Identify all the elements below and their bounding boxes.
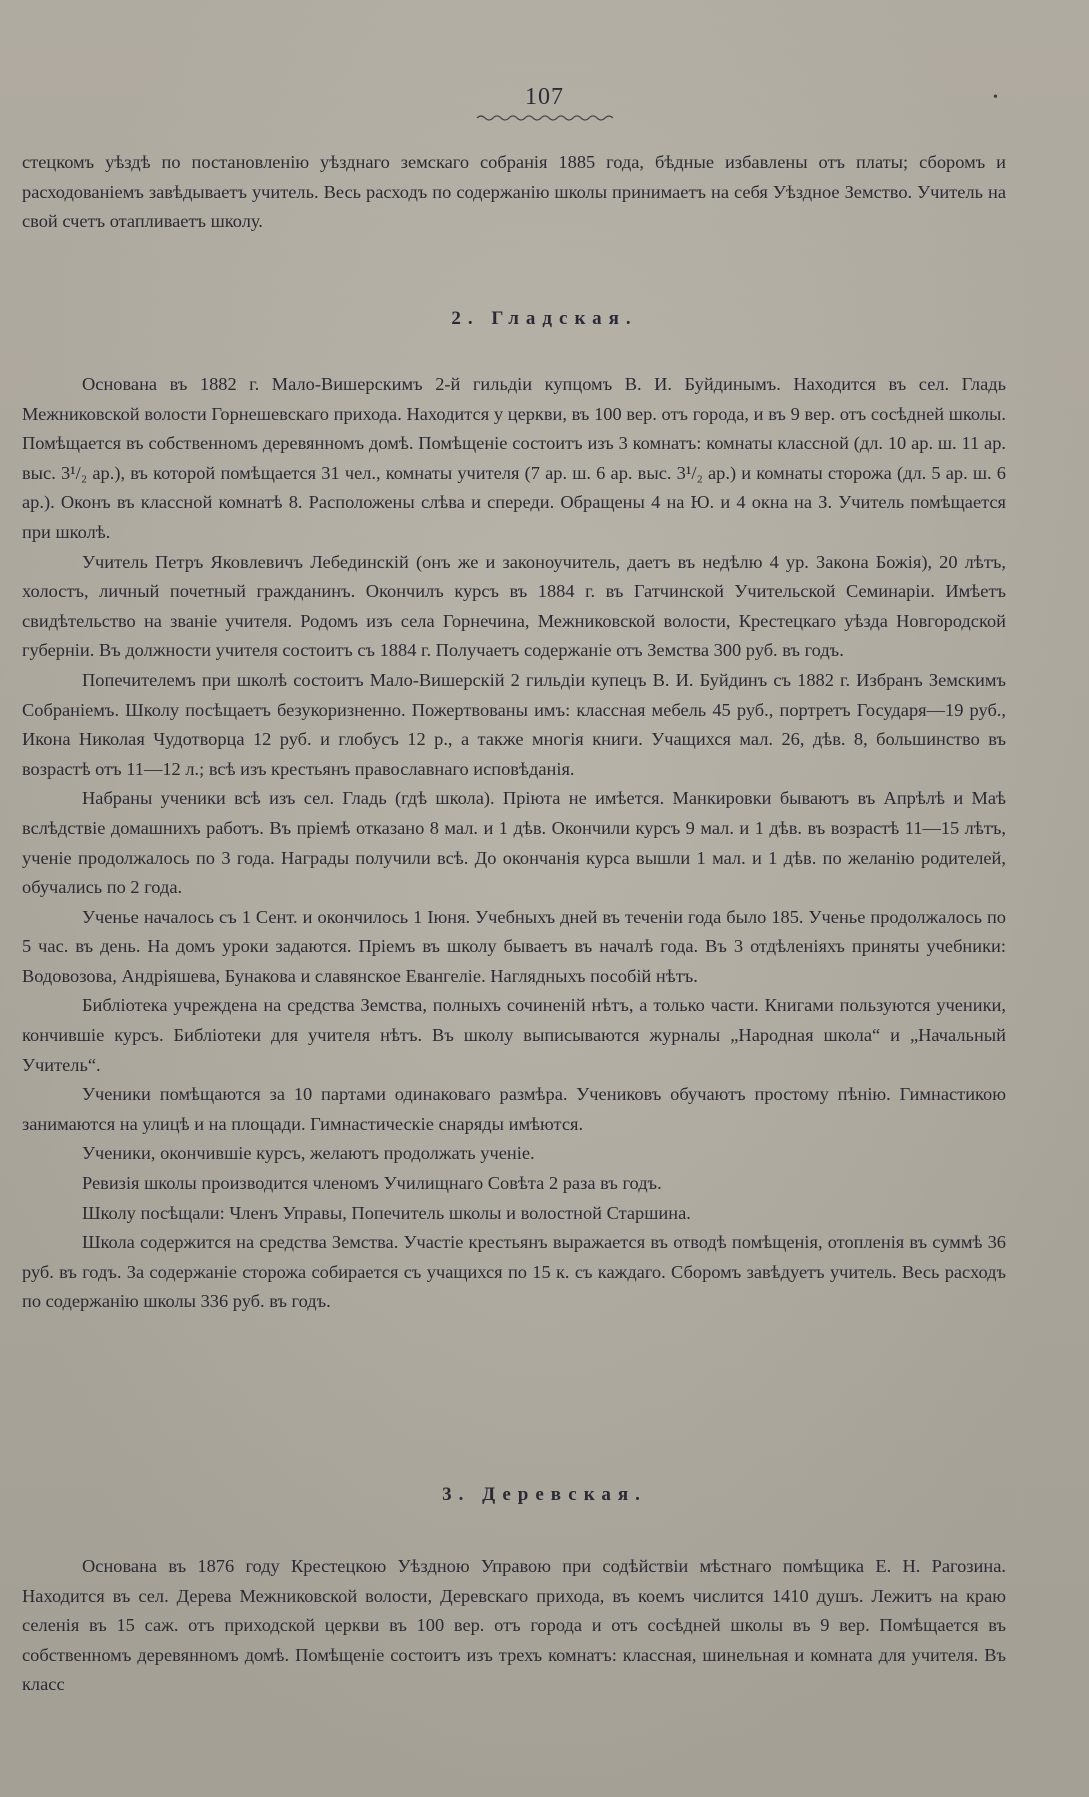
- section-heading-gladskaya: 2. Гладская.: [451, 308, 638, 329]
- section-heading-derevskaya: 3. Деревская.: [442, 1484, 647, 1505]
- section-body-gladskaya: [22, 370, 1006, 1317]
- paragraph: Попечителемъ при школѣ состоитъ Мало-Вишерскій 2 гильдіи купецъ В. И. Буйдинъ съ 1882 г. Избранъ Земскимъ Собраніемъ. Школу посѣщаетъ безукоризненно. Пожертвованы имъ: классная мебель 45 руб., портретъ Государя—19 руб., Икона Николая Чудотворца 12 руб. и глобусъ 12 р., а также многія книги. Учащихся мал. 26, дѣв. 8, большинство въ возрастѣ отъ 11—12 л.; всѣ изъ крестьянъ православнаго исповѣданія.: [22, 669, 1006, 779]
- print-speck: •: [993, 90, 998, 105]
- paragraph: Ревизія школы производится членомъ Училищнаго Совѣта 2 раза въ годъ.: [82, 1173, 662, 1194]
- continuation-text: [22, 148, 1006, 237]
- paragraph: Основана въ 1882 г. Мало-Вишерскимъ 2-й гильдіи купцомъ В. И. Буйдинымъ. Находится въ сел. Гладь Межниковской волости Горнешевскаго прихода. Находится у церкви, въ 100 вер. отъ города, и въ 9 вер. отъ сосѣдней школы. Помѣщается въ собственномъ деревянномъ домѣ. Помѣщеніе состоитъ изъ 3 комнатъ: комнаты классной (дл. 10 ар. ш. 11 ар. выс. 3¹/₂ ар.), въ которой помѣщается 31 чел., комнаты учителя (7 ар. ш. 6 ар. выс. 3¹/₂ ар.) и комнаты сторожа (дл. 5 ар. ш. 6 ар.). Оконъ въ классной комнатѣ 8. Расположены слѣва и спереди. Обращены 4 на Ю. и 4 окна на З. Учитель помѣщается при школѣ.: [22, 374, 1006, 542]
- page-header: [0, 84, 1089, 123]
- paragraph: Ученье началось съ 1 Сент. и окончилось 1 Іюня. Учебныхъ дней въ теченіи года было 185. Ученье продолжалось по 5 час. въ день. На домъ уроки задаются. Пріемъ въ школу бываетъ въ началѣ года. Въ 3 отдѣленіяхъ приняты учебники: Водовозова, Андріяшева, Бунакова и славянское Евангеліе. Наглядныхъ пособій нѣтъ.: [22, 906, 1006, 986]
- paragraph: Библіотека учреждена на средства Земства, полныхъ сочиненій нѣтъ, а только части. Книгами пользуются ученики, кончившіе курсъ. Библіотеки для учителя нѣтъ. Въ школу выписываются журналы „Народная школа“ и „Начальный Учитель“.: [22, 995, 1006, 1075]
- wavy-rule-ornament: [475, 113, 615, 123]
- paragraph: Школу посѣщали: Членъ Управы, Попечитель школы и волостной Старшина.: [82, 1202, 691, 1223]
- page-number: 107: [525, 84, 564, 110]
- paragraph: Набраны ученики всѣ изъ сел. Гладь (гдѣ школа). Пріюта не имѣется. Манкировки бываютъ въ Апрѣлѣ и Маѣ вслѣдствіе домашнихъ работъ. Въ пріемѣ отказано 8 мал. и 1 дѣв. Окончили курсъ 9 мал. и 1 дѣв. въ возрастѣ 11—15 лѣтъ, ученіе продолжалось по 3 года. Награды получили всѣ. До окончанія курса вышли 1 мал. и 1 дѣв. по желанію родителей, обучались по 2 года.: [22, 788, 1006, 898]
- paragraph: Ученики, окончившіе курсъ, желаютъ продолжать ученіе.: [82, 1143, 535, 1164]
- paragraph: Основана въ 1876 году Крестецкою Уѣздною Управою при содѣйствіи мѣстнаго помѣщика Е. Н. Рагозина. Находится въ сел. Дерева Межниковской волости, Деревскаго прихода, въ коемъ числится 1410 душъ. Лежитъ на краю селенія въ 15 саж. отъ приходской церкви въ 100 вер. отъ города и отъ сосѣдней школы въ 9 вер. Помѣщается въ собственномъ деревянномъ домѣ. Помѣщеніе состоитъ изъ трехъ комнатъ: классная, шинельная и комната для учителя. Въ класс: [22, 1556, 1006, 1695]
- paragraph: Учитель Петръ Яковлевичъ Лебединскій (онъ же и законоучитель, даетъ въ недѣлю 4 ур. Закона Божія), 20 лѣтъ, холостъ, личный почетный гражданинъ. Окончилъ курсъ въ 1884 г. въ Гатчинской Учительской Семинаріи. Имѣетъ свидѣтельство на званіе учителя. Родомъ изъ села Горнечина, Межниковской волости, Крестецкаго уѣзда Новгородской губерніи. Въ должности учителя состоитъ съ 1884 г. Получаетъ содержаніе отъ Земства 300 руб. въ годъ.: [22, 551, 1006, 661]
- paragraph: Ученики помѣщаются за 10 партами одинаковаго размѣра. Учениковъ обучаютъ простому пѣнію. Гимнастикою занимаются на улицѣ и на площади. Гимнастическіе снаряды имѣются.: [22, 1084, 1006, 1134]
- continuation-paragraph: стецкомъ уѣздѣ по постановленію уѣзднаго земскаго собранія 1885 года, бѣдные избавлены отъ платы; сборомъ и расходованіемъ завѣдываетъ учитель. Весь расходъ по содержанію школы принимаетъ на себя Уѣздное Земство. Учитель на свой счетъ отапливаетъ школу.: [22, 152, 1006, 232]
- paragraph: Школа содержится на средства Земства. Участіе крестьянъ выражается въ отводѣ помѣщенія, отопленія въ суммѣ 36 руб. въ годъ. За содержаніе сторожа собирается съ учащихся по 15 к. съ каждаго. Сборомъ завѣдуетъ учитель. Весь расходъ по содержанію школы 336 руб. въ годъ.: [22, 1232, 1006, 1312]
- section-body-derevskaya: [22, 1552, 1006, 1700]
